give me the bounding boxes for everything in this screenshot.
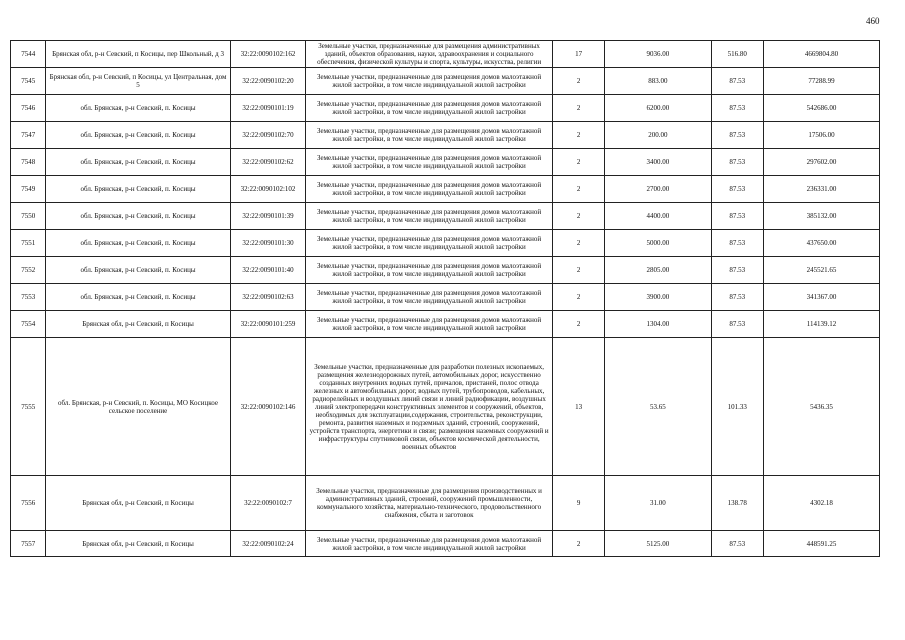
group-cell: 17 <box>552 41 604 68</box>
area-cell: 2805.00 <box>605 257 711 284</box>
address-cell: Брянская обл, р-н Севский, п Косицы, ул Центральная, дом 5 <box>46 68 230 95</box>
cadastral-number-cell: 32:22:0090101:40 <box>230 257 306 284</box>
cadastral-value-cell: 77288.99 <box>763 68 879 95</box>
table-row <box>11 311 880 338</box>
area-cell: 6200.00 <box>605 95 711 122</box>
address-cell: Брянская обл, р-н Севский, п Косицы <box>46 476 230 531</box>
group-cell: 2 <box>552 230 604 257</box>
table-row <box>11 122 880 149</box>
land-use-cell: Земельные участки, предназначенные для размещения домов малоэтажной жилой застройки, в том числе индивидуальной жилой застройки <box>306 230 553 257</box>
specific-value-cell: 87.53 <box>711 68 763 95</box>
row-number: 7556 <box>11 476 46 531</box>
area-cell: 9036.00 <box>605 41 711 68</box>
row-number: 7554 <box>11 311 46 338</box>
land-use-cell: Земельные участки, предназначенные для размещения домов малоэтажной жилой застройки, в том числе индивидуальной жилой застройки <box>306 122 553 149</box>
area-cell: 3400.00 <box>605 149 711 176</box>
specific-value-cell: 87.53 <box>711 203 763 230</box>
address-cell: обл. Брянская, р-н Севский, п. Косицы <box>46 203 230 230</box>
area-cell: 4400.00 <box>605 203 711 230</box>
table-row <box>11 176 880 203</box>
group-cell: 13 <box>552 338 604 476</box>
land-use-cell: Земельные участки, предназначенные для размещения домов малоэтажной жилой застройки, в том числе индивидуальной жилой застройки <box>306 149 553 176</box>
table-row <box>11 95 880 122</box>
specific-value-cell: 138.78 <box>711 476 763 531</box>
land-use-cell: Земельные участки, предназначенные для размещения домов малоэтажной жилой застройки, в том числе индивидуальной жилой застройки <box>306 311 553 338</box>
land-use-cell: Земельные участки, предназначенные для размещения производственных и административных зданий, строений, сооружений промышленности, коммунального хозяйства, материально-технического, продовольственного снабжения, сбыта и заготовок <box>306 476 553 531</box>
area-cell: 5125.00 <box>605 531 711 557</box>
address-cell: обл. Брянская, р-н Севский, п. Косицы <box>46 230 230 257</box>
row-number: 7548 <box>11 149 46 176</box>
table-row <box>11 41 880 68</box>
cadastral-number-cell: 32:22:0090102:20 <box>230 68 306 95</box>
row-number: 7555 <box>11 338 46 476</box>
cadastral-value-cell: 114139.12 <box>763 311 879 338</box>
cadastral-value-cell: 297602.00 <box>763 149 879 176</box>
row-number: 7546 <box>11 95 46 122</box>
table-row <box>11 230 880 257</box>
land-use-cell: Земельные участки, предназначенные для разработки полезных ископаемых, размещения железнодорожных путей, автомобильных дорог, искусственно созданных внутренних водных путей, причалов, пристаней, полос отвода железных и автомобильных дорог, водных путей, трубопроводов, кабельных, радиорелейных и воздушных линий связи и линий радиофикации, воздушных линий электропередачи конструктивных элементов и сооружений, объектов, необходимых для эксплуатации,содержания, строительства, реконструкции, ремонта, развития наземных и подземных зданий, строений, сооружений, устройств транспорта, энергетики и связи; размещения наземных сооружений и инфраструктуры спутниковой связи, объектов космической деятельности, военных объектов <box>306 338 553 476</box>
table-row <box>11 68 880 95</box>
land-use-cell: Земельные участки, предназначенные для размещения домов малоэтажной жилой застройки, в том числе индивидуальной жилой застройки <box>306 531 553 557</box>
group-cell: 9 <box>552 476 604 531</box>
cadastral-value-cell: 4302.18 <box>763 476 879 531</box>
specific-value-cell: 101.33 <box>711 338 763 476</box>
row-number: 7549 <box>11 176 46 203</box>
cadastral-value-cell: 437650.00 <box>763 230 879 257</box>
row-number: 7544 <box>11 41 46 68</box>
table-row <box>11 531 880 557</box>
row-number: 7547 <box>11 122 46 149</box>
group-cell: 2 <box>552 122 604 149</box>
specific-value-cell: 87.53 <box>711 230 763 257</box>
address-cell: обл. Брянская, р-н Севский, п. Косицы <box>46 149 230 176</box>
cadastral-number-cell: 32:22:0090102:162 <box>230 41 306 68</box>
cadastral-number-cell: 32:22:0090101:30 <box>230 230 306 257</box>
address-cell: обл. Брянская, р-н Севский, п. Косицы <box>46 284 230 311</box>
table-row <box>11 338 880 476</box>
cadastral-number-cell: 32:22:0090102:7 <box>230 476 306 531</box>
cadastral-value-cell: 5436.35 <box>763 338 879 476</box>
cadastral-value-cell: 341367.00 <box>763 284 879 311</box>
address-cell: обл. Брянская, р-н Севский, п. Косицы <box>46 95 230 122</box>
cadastral-number-cell: 32:22:0090101:19 <box>230 95 306 122</box>
cadastral-number-cell: 32:22:0090102:70 <box>230 122 306 149</box>
specific-value-cell: 516.80 <box>711 41 763 68</box>
address-cell: обл. Брянская, р-н Севский, п. Косицы, МО Косицкое сельское поселение <box>46 338 230 476</box>
specific-value-cell: 87.53 <box>711 311 763 338</box>
area-cell: 883.00 <box>605 68 711 95</box>
cadastral-number-cell: 32:22:0090102:62 <box>230 149 306 176</box>
address-cell: Брянская обл, р-н Севский, п Косицы <box>46 531 230 557</box>
page-number: 460 <box>866 16 880 26</box>
table-row <box>11 476 880 531</box>
group-cell: 2 <box>552 203 604 230</box>
row-number: 7550 <box>11 203 46 230</box>
cadastral-value-cell: 542686.00 <box>763 95 879 122</box>
row-number: 7552 <box>11 257 46 284</box>
land-use-cell: Земельные участки, предназначенные для размещения домов малоэтажной жилой застройки, в том числе индивидуальной жилой застройки <box>306 176 553 203</box>
address-cell: Брянская обл, р-н Севский, п Косицы <box>46 311 230 338</box>
specific-value-cell: 87.53 <box>711 149 763 176</box>
land-use-cell: Земельные участки, предназначенные для размещения домов малоэтажной жилой застройки, в том числе индивидуальной жилой застройки <box>306 95 553 122</box>
table-row <box>11 284 880 311</box>
area-cell: 53.65 <box>605 338 711 476</box>
cadastral-number-cell: 32:22:0090102:63 <box>230 284 306 311</box>
group-cell: 2 <box>552 95 604 122</box>
group-cell: 2 <box>552 176 604 203</box>
land-use-cell: Земельные участки, предназначенные для размещения домов малоэтажной жилой застройки, в том числе индивидуальной жилой застройки <box>306 257 553 284</box>
area-cell: 5000.00 <box>605 230 711 257</box>
cadastral-value-cell: 236331.00 <box>763 176 879 203</box>
row-number: 7551 <box>11 230 46 257</box>
table-body <box>11 41 880 557</box>
address-cell: Брянская обл, р-н Севский, п Косицы, пер Школьный, д 3 <box>46 41 230 68</box>
cadastral-value-cell: 385132.00 <box>763 203 879 230</box>
table-row <box>11 203 880 230</box>
address-cell: обл. Брянская, р-н Севский, п. Косицы <box>46 176 230 203</box>
area-cell: 2700.00 <box>605 176 711 203</box>
area-cell: 200.00 <box>605 122 711 149</box>
address-cell: обл. Брянская, р-н Севский, п. Косицы <box>46 122 230 149</box>
area-cell: 31.00 <box>605 476 711 531</box>
group-cell: 2 <box>552 257 604 284</box>
table-row <box>11 257 880 284</box>
group-cell: 2 <box>552 68 604 95</box>
group-cell: 2 <box>552 149 604 176</box>
table-row <box>11 149 880 176</box>
cadastral-number-cell: 32:22:0090102:146 <box>230 338 306 476</box>
specific-value-cell: 87.53 <box>711 531 763 557</box>
land-use-cell: Земельные участки, предназначенные для размещения домов малоэтажной жилой застройки, в том числе индивидуальной жилой застройки <box>306 284 553 311</box>
group-cell: 2 <box>552 531 604 557</box>
specific-value-cell: 87.53 <box>711 257 763 284</box>
cadastral-value-cell: 17506.00 <box>763 122 879 149</box>
cadastral-number-cell: 32:22:0090102:102 <box>230 176 306 203</box>
land-use-cell: Земельные участки, предназначенные для размещения домов малоэтажной жилой застройки, в том числе индивидуальной жилой застройки <box>306 203 553 230</box>
cadastral-value-cell: 4669804.80 <box>763 41 879 68</box>
group-cell: 2 <box>552 311 604 338</box>
specific-value-cell: 87.53 <box>711 95 763 122</box>
row-number: 7557 <box>11 531 46 557</box>
cadastral-value-cell: 245521.65 <box>763 257 879 284</box>
specific-value-cell: 87.53 <box>711 122 763 149</box>
group-cell: 2 <box>552 284 604 311</box>
cadastral-number-cell: 32:22:0090102:24 <box>230 531 306 557</box>
cadastral-value-table <box>10 40 880 557</box>
cadastral-number-cell: 32:22:0090101:259 <box>230 311 306 338</box>
row-number: 7545 <box>11 68 46 95</box>
cadastral-value-cell: 448591.25 <box>763 531 879 557</box>
address-cell: обл. Брянская, р-н Севский, п. Косицы <box>46 257 230 284</box>
row-number: 7553 <box>11 284 46 311</box>
cadastral-number-cell: 32:22:0090101:39 <box>230 203 306 230</box>
land-use-cell: Земельные участки, предназначенные для размещения административных зданий, объектов образования, науки, здравоохранения и социального обеспечения, физической культуры и спорта, культуры, искусства, религии <box>306 41 553 68</box>
specific-value-cell: 87.53 <box>711 284 763 311</box>
area-cell: 3900.00 <box>605 284 711 311</box>
land-use-cell: Земельные участки, предназначенные для размещения домов малоэтажной жилой застройки, в том числе индивидуальной жилой застройки <box>306 68 553 95</box>
specific-value-cell: 87.53 <box>711 176 763 203</box>
area-cell: 1304.00 <box>605 311 711 338</box>
